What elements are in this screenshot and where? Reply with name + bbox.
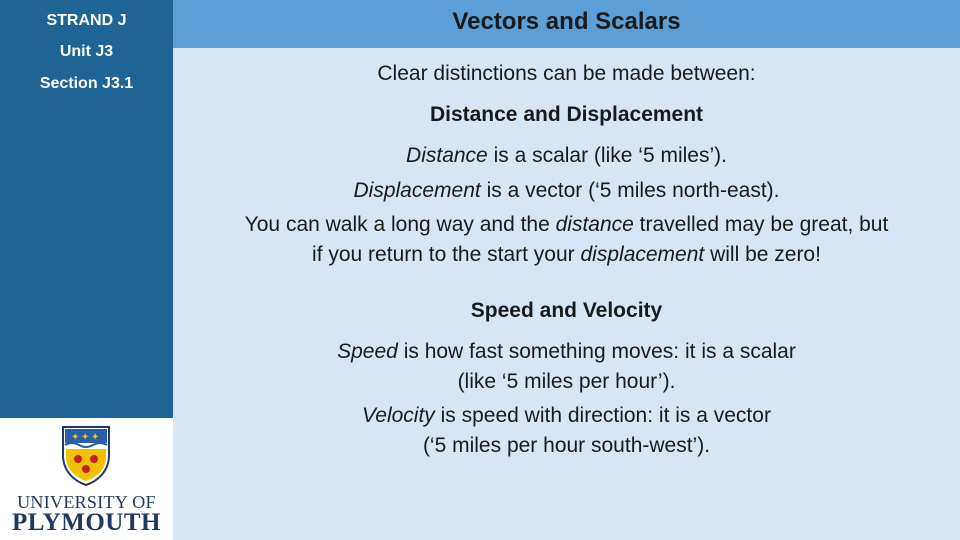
speed-line-4: (‘5 miles per hour south-west’).	[422, 434, 711, 457]
speed-line-1: Speed is how fast something moves: it is a scalar	[337, 340, 796, 363]
speed-heading: Speed and Velocity	[470, 299, 663, 322]
intro-text: Clear distinctions can be made between:	[377, 62, 756, 85]
svg-text:✦: ✦	[81, 432, 90, 443]
distance-line-4: if you return to the start your displacement will be zero!	[312, 243, 821, 266]
logo-text-plymouth: PLYMOUTH	[12, 509, 161, 536]
slide-title: Vectors and Scalars	[452, 8, 681, 35]
section-label: Section J3.1	[39, 75, 134, 92]
crest-icon	[60, 425, 112, 487]
distance-line-1: Distance is a scalar (like ‘5 miles’).	[406, 144, 727, 167]
university-logo	[0, 418, 173, 540]
unit-label: Unit J3	[59, 43, 114, 60]
svg-text:✦: ✦	[91, 432, 100, 443]
distance-heading: Distance and Displacement	[429, 103, 704, 126]
distance-line-3: You can walk a long way and the distance travelled may be great, but	[244, 213, 889, 236]
sidebar	[0, 0, 173, 540]
speed-line-3: Velocity is speed with direction: it is a vector	[362, 404, 771, 427]
speed-line-2: (like ‘5 miles per hour’).	[457, 370, 676, 393]
logo-text-university-of: UNIVERSITY OF	[17, 492, 156, 512]
slide-content	[173, 48, 960, 540]
strand-label: STRAND J	[46, 12, 127, 29]
title-bar	[173, 0, 960, 48]
svg-text:✦: ✦	[71, 432, 80, 443]
distance-line-2: Displacement is a vector (‘5 miles north-east).	[353, 179, 780, 202]
